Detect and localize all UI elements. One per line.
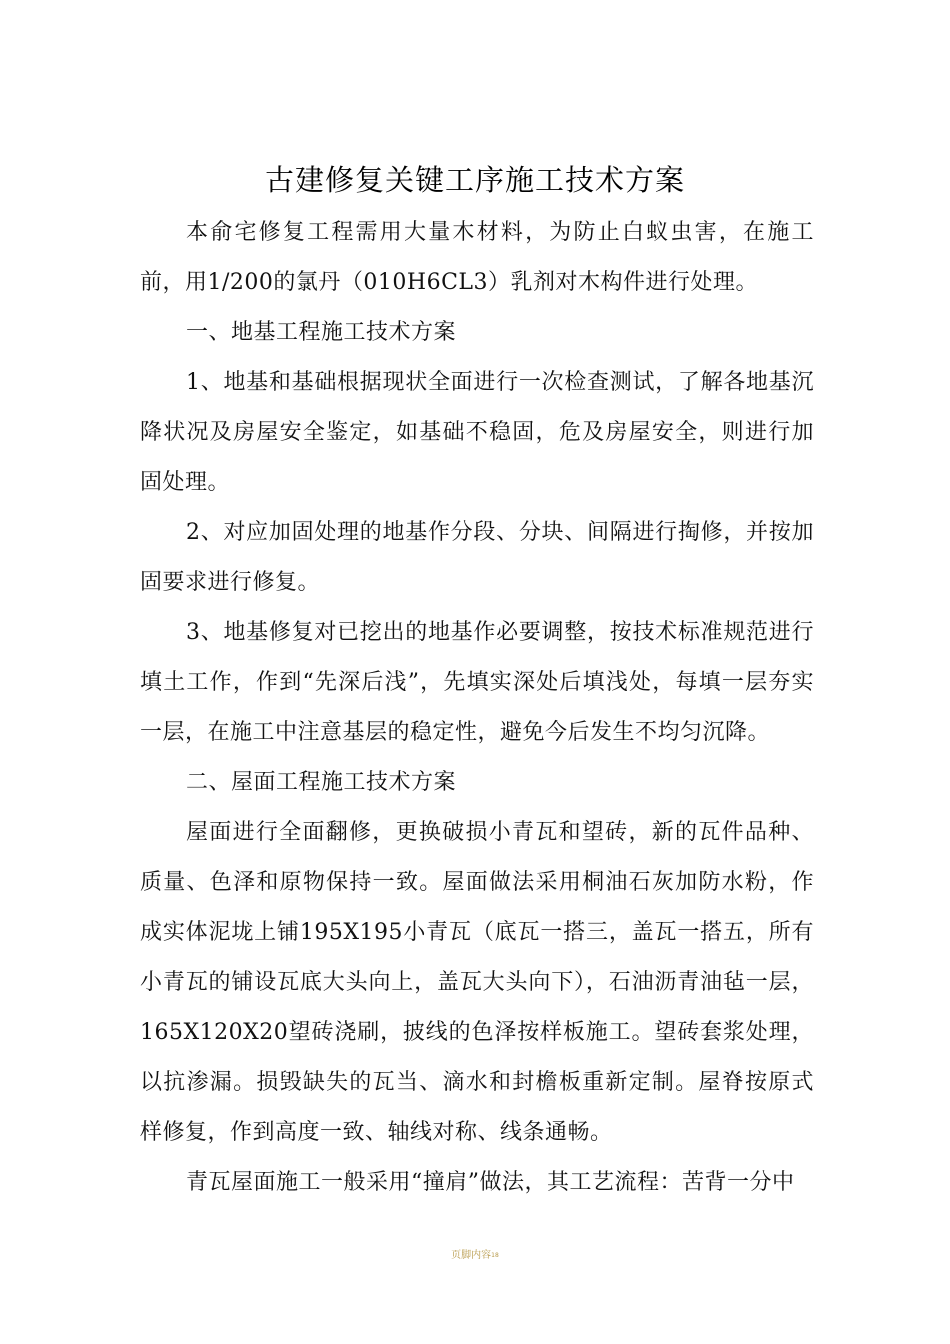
roof-tile-paragraph: 青瓦屋面施工一般采用“撞肩”做法，其工艺流程：苦背一分中: [186, 1170, 795, 1195]
roof-paragraph: 屋面进行全面翻修，更换破损小青瓦和望砖，新的瓦件品种、质量、色泽和原物保持一致。屋面做法采用桐油石灰加防水粉，作成实体泥垅上铺195X195小青瓦（底瓦一搭三，盖瓦一搭五，所有小青瓦的铺设瓦底大头向上，盖瓦大头向下），石油沥青油毡一层，165X120X20望砖浇刷，披线的色泽按样板施工。望砖套浆处理，以抗渗漏。损毁缺失的瓦当、滴水和封檐板重新定制。屋脊按原式样修复，作到高度一致、轴线对称、线条通畅。: [140, 820, 814, 1145]
section-heading-roof: 二、屋面工程施工技术方案: [186, 770, 457, 795]
document-body: [140, 208, 814, 1208]
foundation-item-1: 1、地基和基础根据现状全面进行一次检查测试，了解各地基沉降状况及房屋安全鉴定，如基础不稳固，危及房屋安全，则进行加固处理。: [140, 370, 814, 495]
foundation-item-2: 2、对应加固处理的地基作分段、分块、间隔进行掏修，并按加固要求进行修复。: [140, 520, 814, 595]
intro-paragraph: 本俞宅修复工程需用大量木材料，为防止白蚁虫害，在施工前，用1/200的氯丹（010H6CL3）乳剂对木构件进行处理。: [140, 220, 814, 295]
section-heading-foundation: 一、地基工程施工技术方案: [186, 320, 457, 345]
foundation-item-3: 3、地基修复对已挖出的地基作必要调整，按技术标准规范进行填土工作，作到“先深后浅”，先填实深处后填浅处，每填一层夯实一层，在施工中注意基层的稳定性，避免今后发生不均匀沉降。: [140, 620, 814, 745]
page-footer: [0, 1249, 950, 1263]
document-title: 古建修复关键工序施工技术方案: [264, 163, 685, 197]
footer-text: 页脚内容: [451, 1250, 492, 1261]
footer-page-mark: 18: [491, 1252, 499, 1259]
